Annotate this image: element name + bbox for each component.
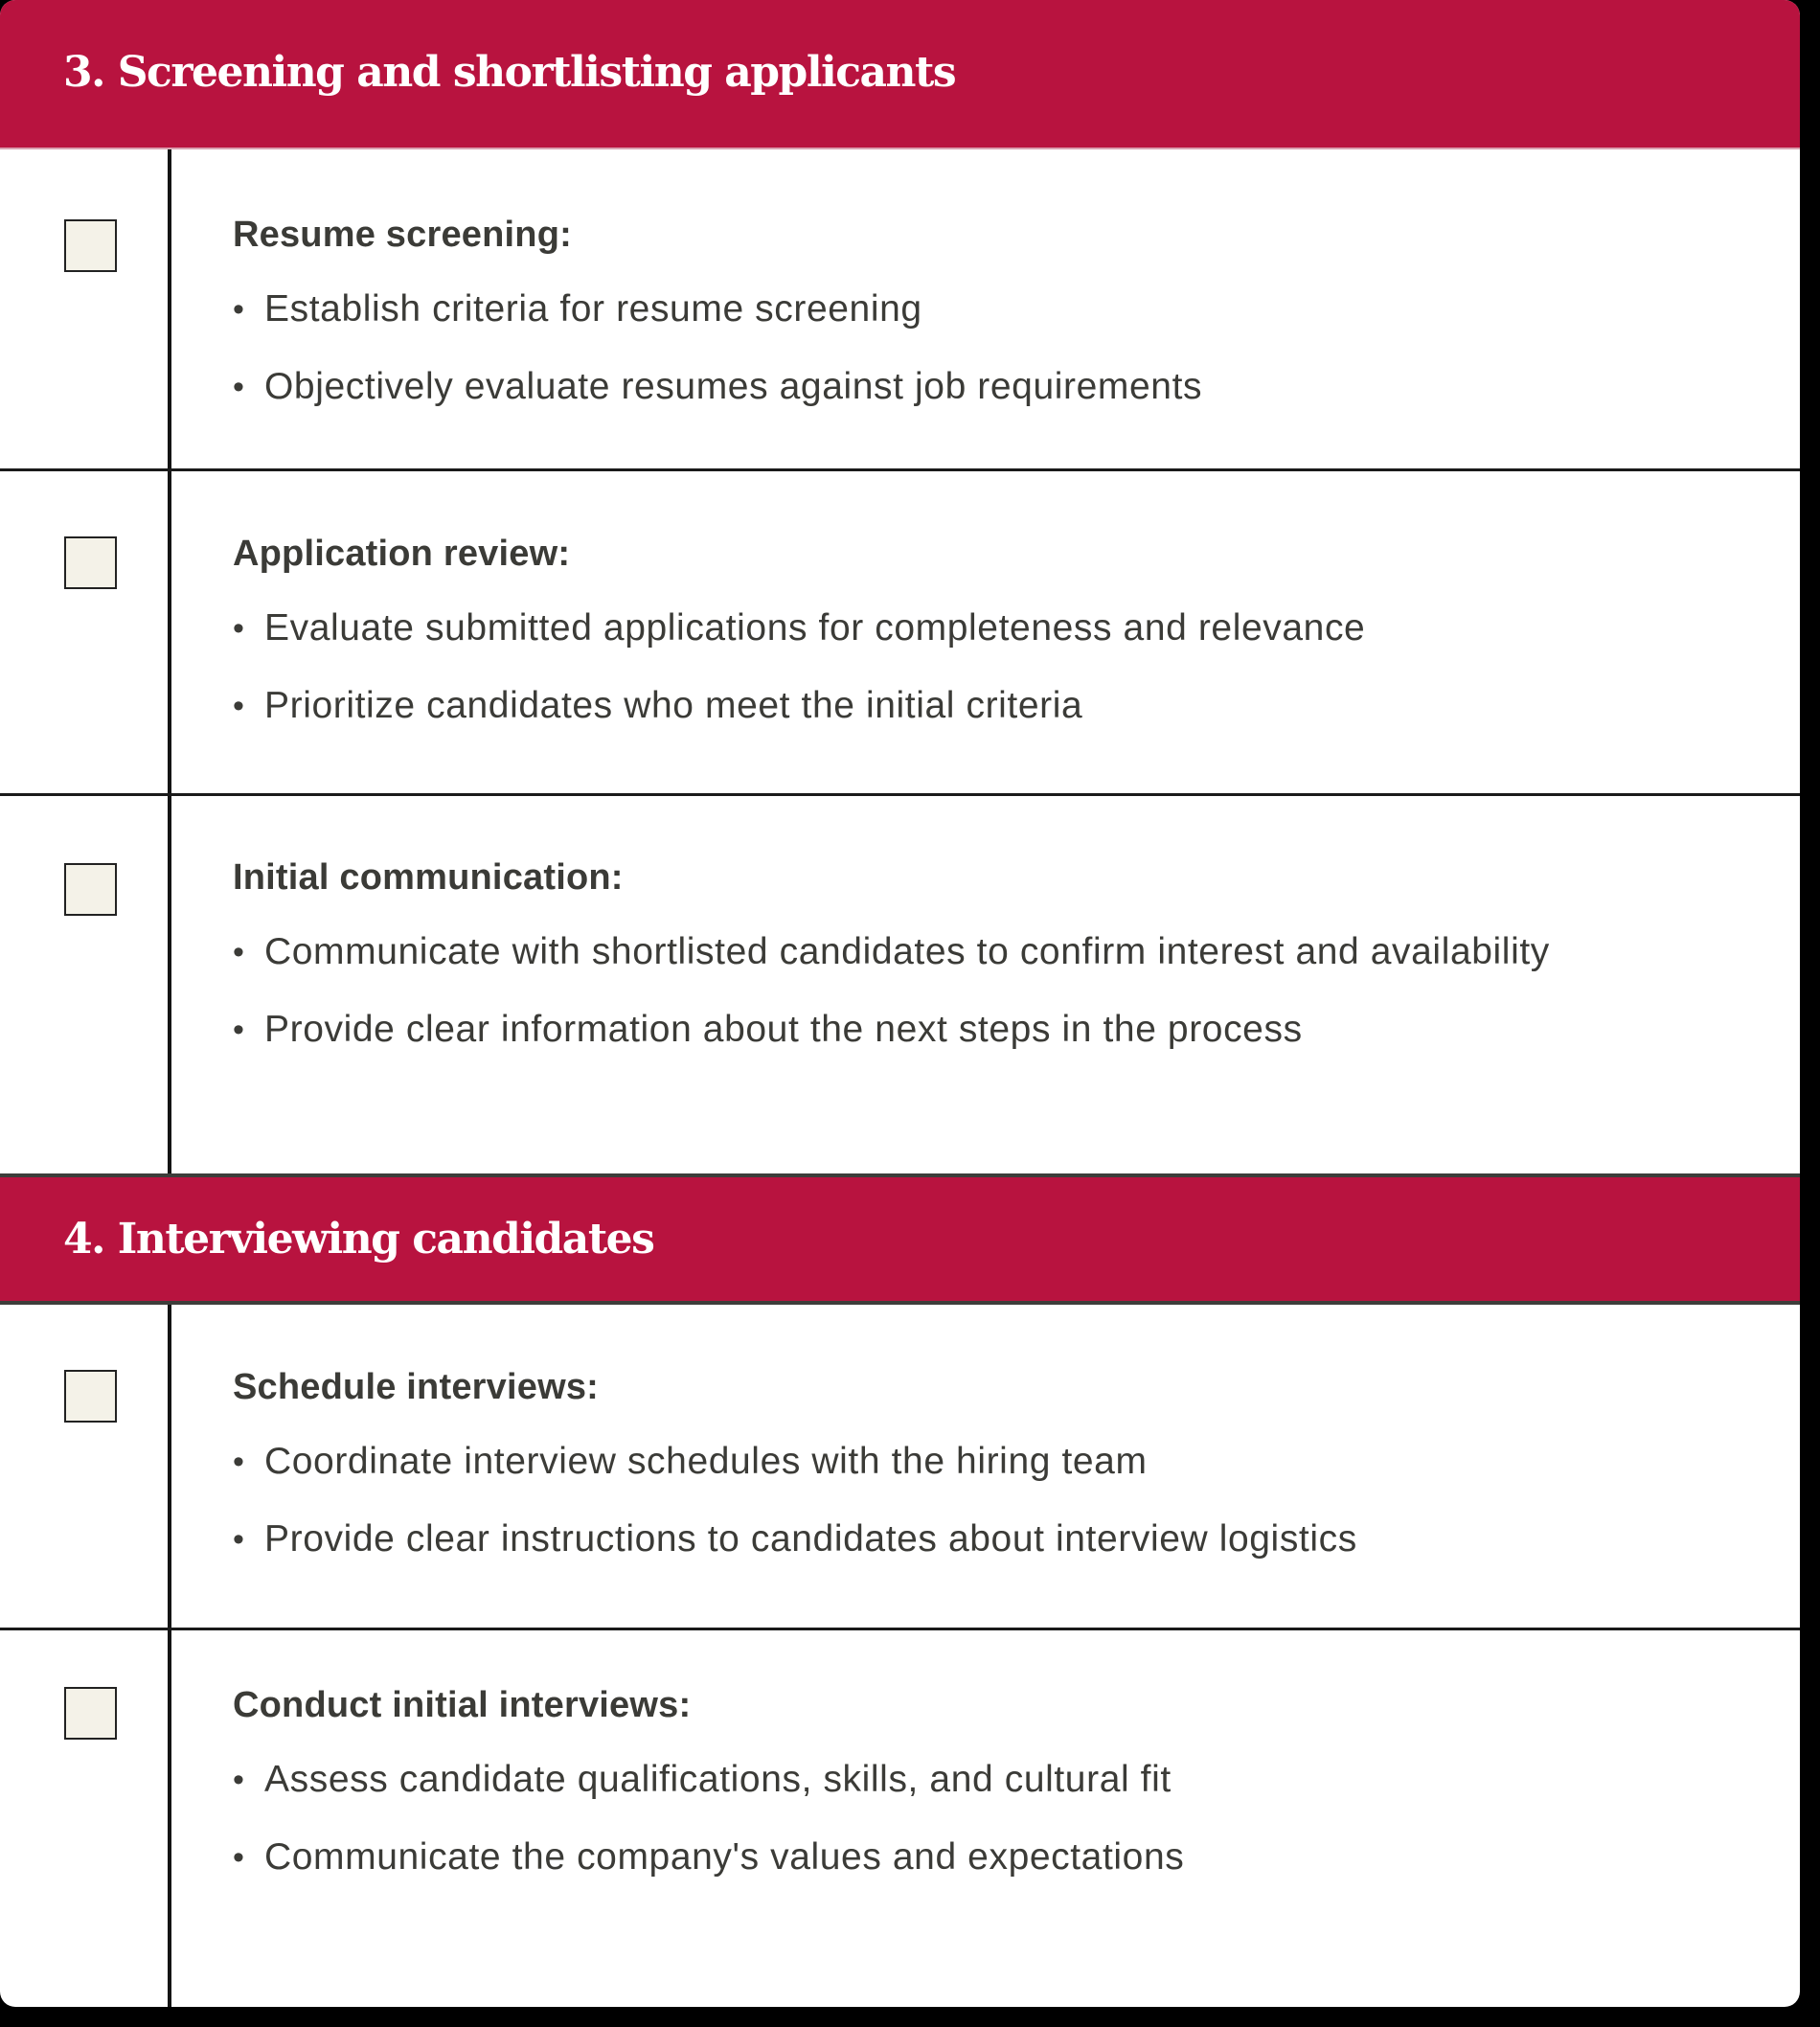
item-heading: Application review: — [233, 534, 571, 574]
bullet-text: Establish criteria for resume screening — [264, 288, 922, 330]
bullet-item — [233, 1005, 1666, 1055]
item-content — [233, 1365, 1742, 1564]
bullet-item — [233, 362, 1742, 412]
bullet-text: Prioritize candidates who meet the initial criteria — [264, 685, 1083, 726]
bullet-icon: • — [233, 610, 245, 647]
bullet-text: Communicate the company's values and expectations — [264, 1836, 1185, 1878]
bullet-list — [233, 604, 1742, 731]
column-divider — [168, 1630, 171, 2007]
bullet-icon: • — [233, 1444, 245, 1480]
bullet-text: Coordinate interview schedules with the hiring team — [264, 1441, 1148, 1482]
bullet-text: Assess candidate qualifications, skills, and cultural fit — [264, 1759, 1172, 1800]
checklist-row-resume-screening — [0, 149, 1800, 471]
item-content — [233, 855, 1666, 1055]
checklist-row-conduct-initial-interviews — [0, 1630, 1800, 2007]
column-divider — [168, 149, 171, 468]
item-content — [233, 532, 1742, 731]
bullet-item — [233, 1755, 1742, 1805]
bullet-icon: • — [233, 1762, 245, 1798]
checkbox-schedule-interviews[interactable] — [64, 1370, 117, 1423]
bullet-item — [233, 927, 1666, 977]
bullet-icon: • — [233, 1839, 245, 1876]
bullet-item — [233, 1437, 1742, 1487]
bullet-item — [233, 1833, 1742, 1882]
bullet-item — [233, 1515, 1742, 1564]
item-content — [233, 213, 1742, 412]
column-divider — [168, 796, 171, 1173]
column-divider — [168, 471, 171, 793]
bullet-icon: • — [233, 369, 245, 405]
section-header-screening — [0, 0, 1800, 149]
column-divider — [168, 1305, 171, 1628]
item-content — [233, 1683, 1742, 1882]
item-heading: Initial communication: — [233, 857, 624, 898]
bullet-text: Objectively evaluate resumes against job requirements — [264, 366, 1203, 407]
checklist-row-schedule-interviews — [0, 1305, 1800, 1630]
bullet-icon: • — [233, 291, 245, 328]
bullet-list — [233, 285, 1742, 412]
checklist-row-initial-communication — [0, 796, 1800, 1173]
section-title: 3. Screening and shortlisting applicants — [63, 47, 956, 97]
checkbox-initial-communication[interactable] — [64, 863, 117, 916]
section-header-interviewing — [0, 1173, 1800, 1305]
bullet-item — [233, 285, 1742, 334]
section-title: 4. Interviewing candidates — [63, 1215, 654, 1264]
item-heading: Resume screening: — [233, 215, 572, 255]
bullet-text: Provide clear instructions to candidates about interview logistics — [264, 1518, 1357, 1560]
bullet-icon: • — [233, 1521, 245, 1558]
bullet-list — [233, 1755, 1742, 1882]
bullet-text: Communicate with shortlisted candidates to confirm interest and availability — [264, 931, 1550, 972]
bullet-icon: • — [233, 934, 245, 970]
item-heading: Conduct initial interviews: — [233, 1685, 692, 1725]
item-heading: Schedule interviews: — [233, 1367, 600, 1407]
checkbox-application-review[interactable] — [64, 536, 117, 589]
bullet-text: Evaluate submitted applications for completeness and relevance — [264, 607, 1366, 649]
bullet-text: Provide clear information about the next steps in the process — [264, 1009, 1303, 1050]
checklist-row-application-review — [0, 471, 1800, 796]
bullet-icon: • — [233, 688, 245, 724]
bullet-item — [233, 681, 1742, 731]
bullet-item — [233, 604, 1742, 653]
checkbox-resume-screening[interactable] — [64, 219, 117, 272]
bullet-list — [233, 1437, 1742, 1564]
bullet-icon: • — [233, 1012, 245, 1048]
bullet-list — [233, 927, 1666, 1055]
checkbox-conduct-initial-interviews[interactable] — [64, 1687, 117, 1740]
